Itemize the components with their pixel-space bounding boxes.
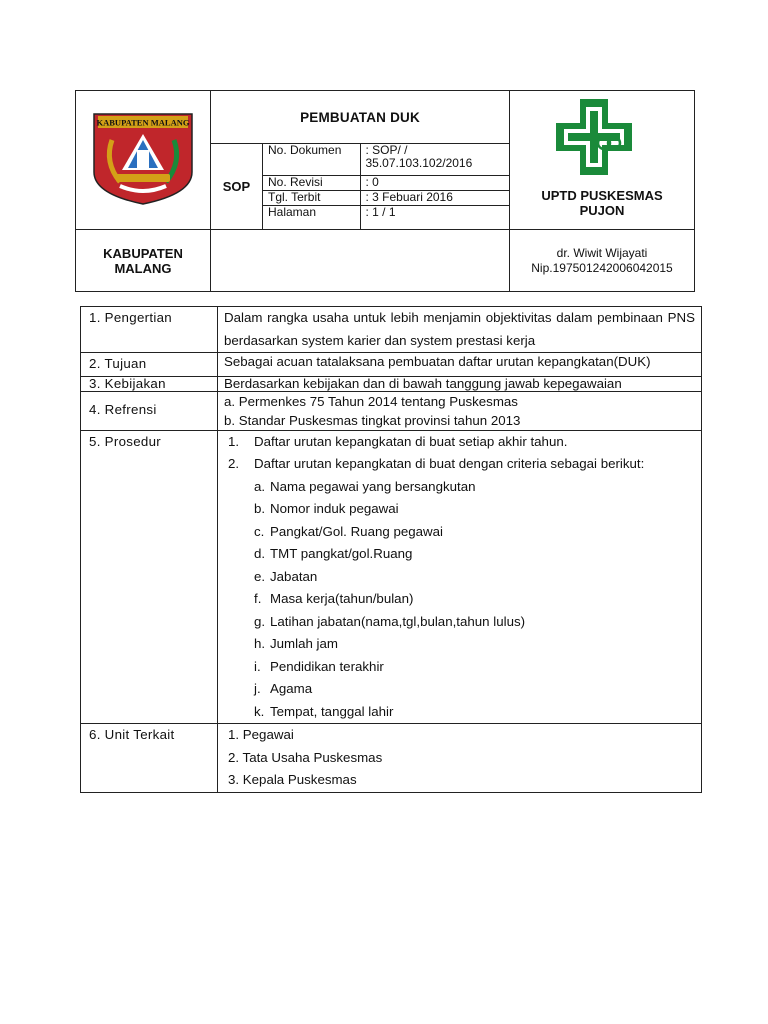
criteria-mark: f. xyxy=(254,591,262,606)
criteria-list xyxy=(228,476,695,724)
doc-info-label: Halaman xyxy=(263,205,360,229)
criteria-item xyxy=(254,476,695,499)
criteria-mark: g. xyxy=(254,613,266,629)
sop-content-table xyxy=(80,306,702,793)
criteria-text: Latihan jabatan(nama,tgl,bulan,tahun lulus) xyxy=(270,613,526,629)
list-item: 3. Kepala Puskesmas xyxy=(228,772,357,787)
kabupaten-malang-emblem-icon xyxy=(90,110,196,206)
criteria-item xyxy=(254,701,695,724)
criteria-item xyxy=(254,498,695,521)
criteria-text: Nomor induk pegawai xyxy=(270,501,399,516)
sop-header xyxy=(75,90,695,292)
uptd-cell xyxy=(510,91,695,230)
doc-info-value: : 1 / 1 xyxy=(360,205,509,229)
criteria-item xyxy=(254,678,695,701)
criteria-mark: j. xyxy=(254,681,261,696)
criteria-item xyxy=(254,611,695,634)
section-prosedur xyxy=(81,430,702,724)
org-name-cell xyxy=(76,230,211,292)
uptd-name-line1: UPTD PUSKESMAS xyxy=(541,188,663,203)
uptd-name-line2: PUJON xyxy=(579,203,625,218)
doc-info-value: : 3 Febuari 2016 xyxy=(360,190,509,205)
criteria-text: Tempat, tanggal lahir xyxy=(270,703,394,719)
criteria-mark: i. xyxy=(254,658,261,674)
criteria-mark: b. xyxy=(254,501,266,516)
doc-info-label: No. Revisi xyxy=(263,175,360,190)
criteria-text: Jabatan xyxy=(270,568,318,584)
section-label: 4. Refrensi xyxy=(81,391,218,430)
list-item: 2. Tata Usaha Puskesmas xyxy=(228,749,383,765)
criteria-item xyxy=(254,656,695,679)
refrensi-list xyxy=(218,391,702,430)
signer-name: dr. Wiwit Wijayati xyxy=(556,245,648,260)
step-number: 1. xyxy=(228,433,240,449)
criteria-text: Masa kerja(tahun/bulan) xyxy=(270,591,414,606)
criteria-item xyxy=(254,521,695,544)
section-label: 3. Kebijakan xyxy=(81,376,218,391)
section-refrensi xyxy=(81,391,702,430)
criteria-text: Pendidikan terakhir xyxy=(270,658,384,674)
doc-info-value: : 0 xyxy=(360,175,509,190)
criteria-text: Agama xyxy=(270,681,313,696)
section-kebijakan xyxy=(81,376,702,391)
org-name-line2: MALANG xyxy=(114,260,172,276)
section-label: 5. Prosedur xyxy=(81,430,218,724)
criteria-mark: d. xyxy=(254,546,266,561)
section-pengertian xyxy=(81,307,702,353)
step-text: Daftar urutan kepangkatan di buat setiap akhir tahun. xyxy=(254,433,568,449)
criteria-item xyxy=(254,633,695,656)
org-name-line1: KABUPATEN xyxy=(103,245,183,261)
criteria-mark: k. xyxy=(254,703,265,719)
empty-header-cell xyxy=(211,230,510,292)
criteria-text: Jumlah jam xyxy=(270,636,338,651)
kebijakan-text: Berdasarkan kebijakan dan di bawah tanggung jawab kepegawaian xyxy=(218,376,702,391)
criteria-text: TMT pangkat/gol.Ruang xyxy=(270,546,413,561)
criteria-mark: a. xyxy=(254,478,266,494)
criteria-mark: c. xyxy=(254,523,265,539)
section-label: 1. Pengertian xyxy=(81,307,218,353)
criteria-text: Nama pegawai yang bersangkutan xyxy=(270,478,476,494)
step-item xyxy=(228,431,695,454)
section-tujuan xyxy=(81,353,702,377)
emblem-text: KABUPATEN MALANG xyxy=(96,117,190,127)
puskesmas-cross-icon xyxy=(554,97,634,177)
doc-info-label: Tgl. Terbit xyxy=(263,190,360,205)
section-label: 2. Tujuan xyxy=(81,353,218,377)
tujuan-text: Sebagai acuan tatalaksana pembuatan daftar urutan kepangkatan(DUK) xyxy=(218,353,702,377)
step-text: Daftar urutan kepangkatan di buat dengan criteria sebagai berikut: xyxy=(254,456,645,471)
sop-label: SOP xyxy=(211,144,263,230)
step-item xyxy=(228,453,695,476)
signer-cell xyxy=(510,230,695,292)
unit-terkait-list xyxy=(218,724,702,793)
section-unit-terkait xyxy=(81,724,702,793)
list-item: b. Standar Puskesmas tingkat provinsi tahun 2013 xyxy=(224,412,521,428)
section-label: 6. Unit Terkait xyxy=(81,724,218,793)
criteria-item xyxy=(254,588,695,611)
kabupaten-malang-emblem-cell xyxy=(76,91,211,230)
doc-info-value: : SOP/ / 35.07.103.102/2016 xyxy=(360,144,509,175)
pengertian-text: Dalam rangka usaha untuk lebih menjamin objektivitas dalam pembinaan PNS berdasarkan system karier dan system prestasi kerja xyxy=(218,307,702,353)
signer-nip: Nip.197501242006042015 xyxy=(531,260,673,275)
doc-info-cell xyxy=(263,144,510,230)
step-number: 2. xyxy=(228,456,240,471)
criteria-text: Pangkat/Gol. Ruang pegawai xyxy=(270,523,443,539)
sop-title: PEMBUATAN DUK xyxy=(211,91,510,144)
criteria-mark: h. xyxy=(254,636,266,651)
list-item: a. Permenkes 75 Tahun 2014 tentang Puskesmas xyxy=(224,393,518,409)
criteria-item xyxy=(254,566,695,589)
prosedur-steps xyxy=(218,430,702,724)
doc-info-table xyxy=(263,144,509,229)
list-item: 1. Pegawai xyxy=(228,727,294,742)
doc-info-label: No. Dokumen xyxy=(263,144,360,175)
criteria-item xyxy=(254,543,695,566)
criteria-mark: e. xyxy=(254,568,266,584)
